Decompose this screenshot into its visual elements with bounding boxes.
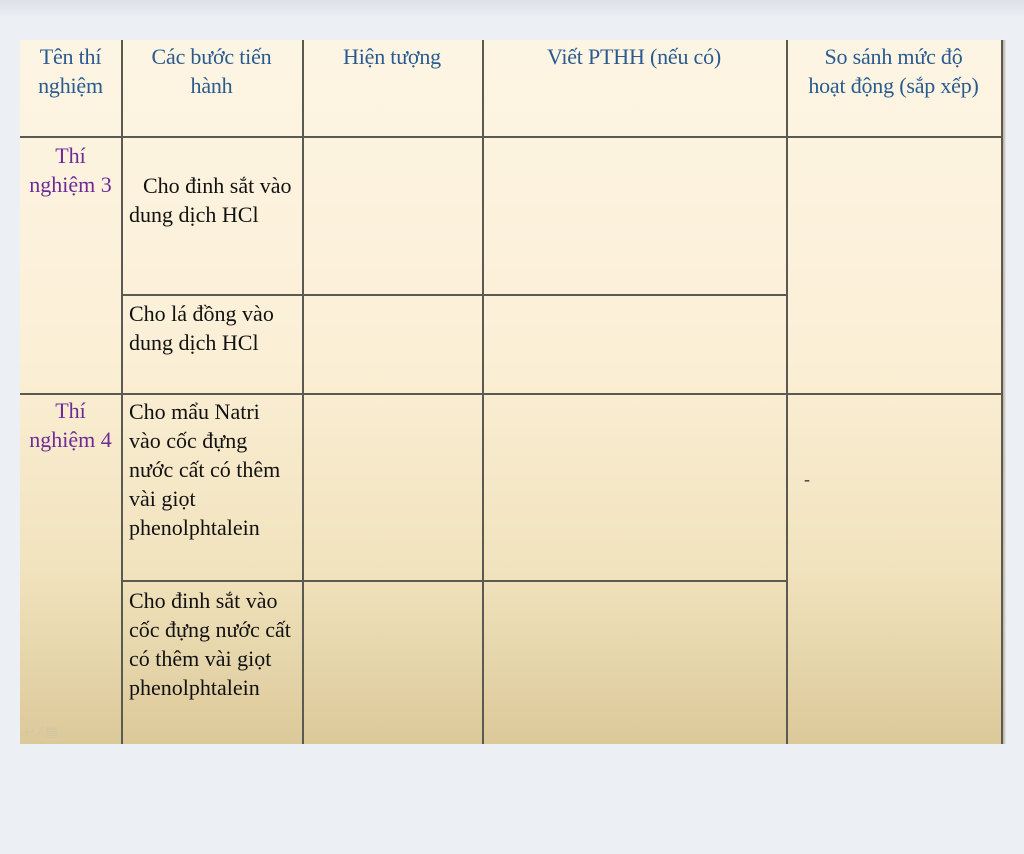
table-line (121, 580, 787, 582)
header-steps: Các bước tiến hành (151, 44, 272, 98)
experiment-name: Thí nghiệm 4 (29, 398, 112, 452)
table-line (482, 40, 484, 744)
experiment-step: Cho đinh sắt vào dung dịch HCl (129, 173, 292, 227)
top-shade (0, 0, 1024, 18)
experiment-step: Cho mẩu Natri vào cốc đựng nước cất có thêm vài giọt phenolphtalein (129, 399, 281, 540)
header-experiment-name: Tên thí nghiệm (38, 44, 103, 98)
table-line (121, 294, 787, 296)
table-line (786, 40, 788, 744)
header-phenomenon: Hiện tượng (343, 44, 441, 69)
table-line (302, 40, 304, 744)
experiment-name: Thí nghiệm 3 (29, 143, 112, 197)
experiment-step: Cho đinh sắt vào cốc đựng nước cất có thêm vài giọt phenolphtalein (129, 588, 291, 700)
table-line (20, 136, 1003, 138)
comparison-cell: - (804, 469, 810, 489)
experiment-step: Cho lá đồng vào dung dịch HCl (129, 301, 274, 355)
header-comparison: So sánh mức độ hoạt động (sắp xếp) (808, 44, 979, 98)
table-line (1001, 40, 1003, 744)
slide-shadow (1003, 40, 1006, 744)
slide-controls-watermark: ↩ ⁄ ▤ (24, 725, 58, 740)
table-line (20, 393, 1003, 395)
slide (20, 40, 1003, 744)
header-equation: Viết PTHH (nếu có) (546, 44, 722, 69)
